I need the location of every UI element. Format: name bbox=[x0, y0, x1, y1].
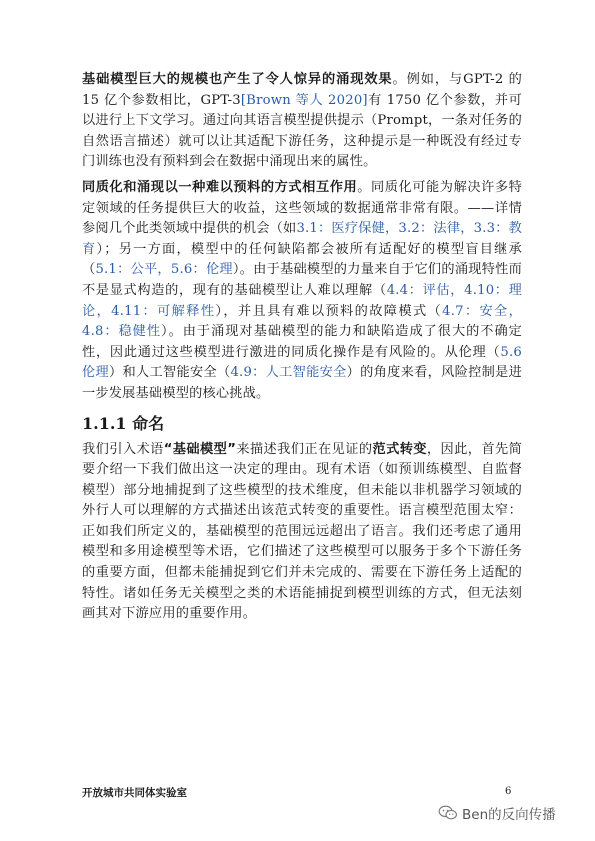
text: 。例如，与GPT-2 的 15 亿个参数相比，GPT-3 bbox=[82, 72, 522, 108]
section-ref-link[interactable]: 5.6 伦理 bbox=[82, 344, 522, 381]
section-ref-link[interactable]: 5.1：公平，5.6：伦理 bbox=[95, 262, 233, 278]
footer-organization: 开放城市共同体实验室 bbox=[82, 787, 187, 799]
wechat-icon bbox=[438, 805, 458, 821]
text: ）和人工智能安全（ bbox=[109, 365, 231, 381]
section-ref-link[interactable]: 3.1：医疗保健，3.2：法律，3.3：教育 bbox=[82, 221, 523, 257]
text: 我们引入术语 bbox=[82, 441, 164, 457]
section-ref-link[interactable]: 4.7：安全，4.8：稳健性 bbox=[82, 303, 523, 340]
term-bold: “基础模型” bbox=[163, 441, 237, 457]
paragraph-emergence bbox=[82, 70, 522, 173]
text: 。同质化可能为解决许多特定领域的任务提供巨大的收益，这些领域的数据通常非常有限。——详情参阅几个此类领域中提供的机会（如 bbox=[82, 179, 522, 237]
text: ）。由于基础模型的力量来自于它们的涌现特性而不是显式构造的，现有的基础模型让人难以理解（ bbox=[82, 262, 522, 298]
section-ref-link[interactable]: 4.9：人工智能安全 bbox=[230, 365, 347, 381]
text: 来描述我们正在见证的 bbox=[236, 441, 373, 457]
watermark bbox=[438, 803, 556, 823]
text: ），并且具有难以预料的故障模式（ bbox=[215, 303, 443, 319]
document-body bbox=[82, 70, 522, 630]
section-heading: 1.1.1 命名 bbox=[82, 413, 165, 433]
text: ，因此，首先简要介绍一下我们做出这一决定的理由。现有术语（如预训练模型、自监督模型）部分地捕捉到了这些模型的技术维度，但未能以非机器学习领域的外行人可以理解的方式描述出该范式转变的重要性。语言模型范围太窄：正如我们所定义的，基础模型的范围远远超出了语言。我们还考虑了通用模型和多用途模型等术语，它们描述了这些模型可以服务于多个下游任务的重要方面，但都未能捕捉到它们并未完成的、需要在下游任务上适配的特性。诸如任务无关模型之类的术语能捕捉到模型训练的方式，但无法刻画其对下游应用的重要作用。 bbox=[82, 441, 522, 622]
text: ）。由于涌现对基础模型的能力和缺陷造成了很大的不确定性，因此通过这些模型进行激进的同质化操作是有风险的。从伦理（ bbox=[82, 324, 522, 360]
page-number: 6 bbox=[505, 786, 512, 797]
citation-link[interactable]: [Brown 等人 2020] bbox=[240, 92, 368, 108]
text: ）；另一方面，模型中的任何缺陷都会被所有适配好的模型盲目继承（ bbox=[82, 241, 523, 278]
text: ）的角度来看，风险控制是进一步发展基础模型的核心挑战。 bbox=[82, 365, 522, 401]
paragraph-homogenization bbox=[82, 178, 522, 405]
watermark-text: Ben的反向传播 bbox=[462, 807, 556, 823]
bold-lead: 同质化和涌现以一种难以预料的方式相互作用 bbox=[82, 179, 358, 195]
text: 有 1750 亿个参数，并可以进行上下文学习。通过向其语言模型提供提示（Prompt，一条对任务的自然语言描述）就可以让其适配下游任务，这种提示是一种既没有经过专门训练也没有预料到会在数据中涌现出来的属性。 bbox=[82, 92, 523, 170]
section-ref-link[interactable]: 4.4：评估，4.10：理论，4.11：可解释性 bbox=[82, 282, 522, 319]
bold-lead: 基础模型巨大的规模也产生了令人惊异的涌现效果 bbox=[82, 72, 393, 87]
term-bold: 范式转变 bbox=[372, 441, 427, 457]
paragraph-naming bbox=[82, 440, 522, 625]
